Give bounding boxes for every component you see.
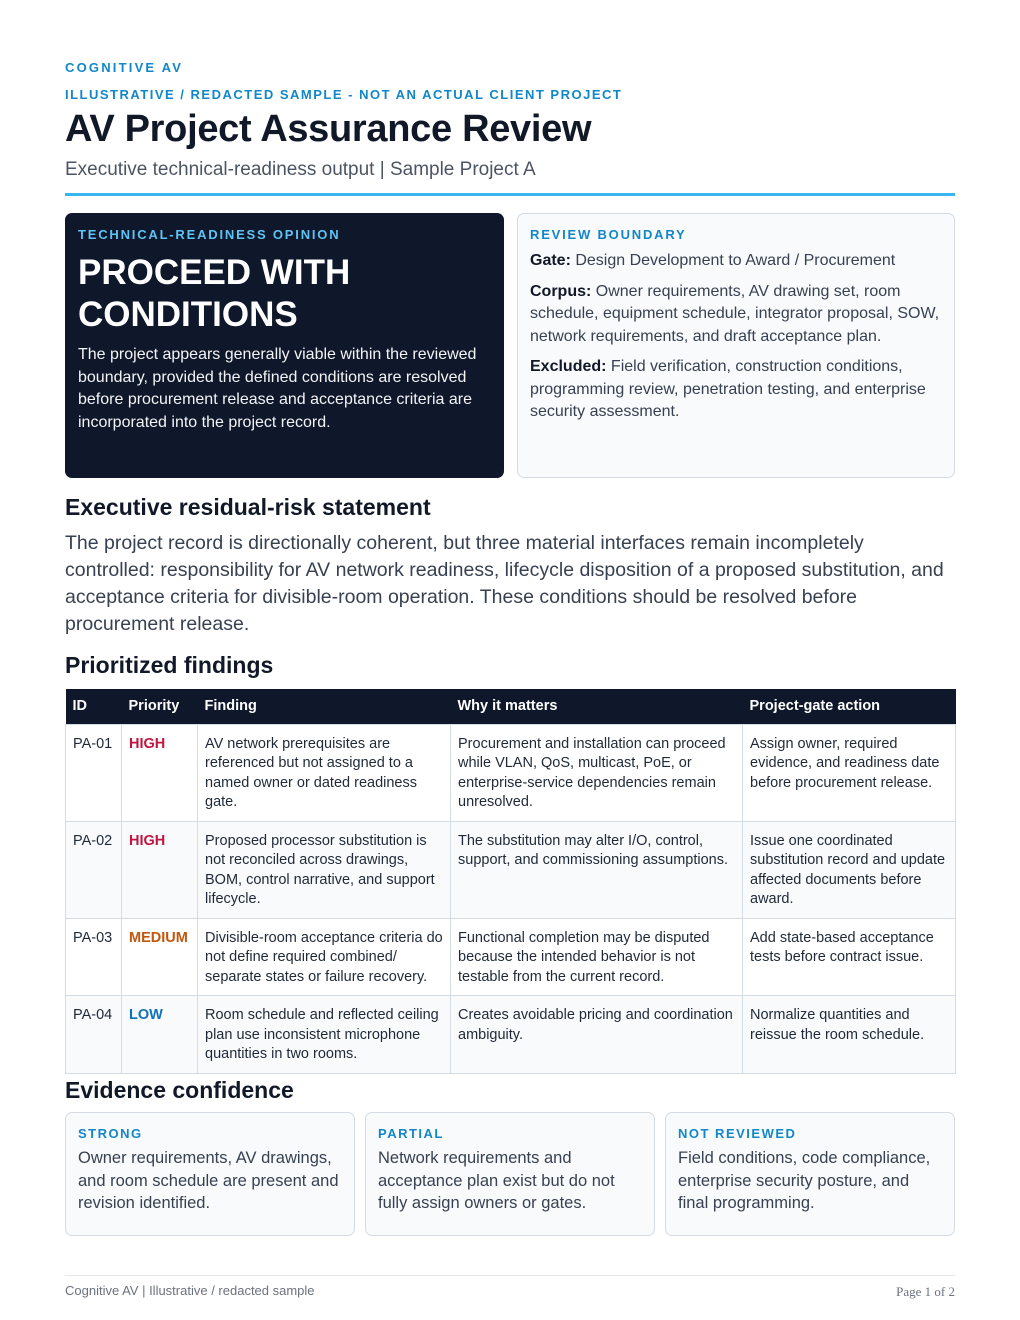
action-text: Assign owner, required evidence, and readiness date before procurement release. (743, 724, 956, 821)
verdict-line-2: CONDITIONS (78, 295, 298, 334)
table-row (66, 996, 956, 1074)
evidence-card-strong (65, 1112, 355, 1236)
excluded-label: Excluded: (530, 358, 607, 375)
findings-table (65, 689, 956, 1074)
excluded-value: Field verification, construction conditions, programming review, penetration testing, and enterprise security assessment. (530, 358, 926, 420)
evidence-text: Network requirements and acceptance plan exist but do not fully assign owners or gates. (378, 1149, 615, 1212)
table-row (66, 724, 956, 821)
priority-badge: MEDIUM (122, 918, 198, 996)
page-subtitle: Executive technical-readiness output | Sample Project A (65, 159, 536, 180)
findings-heading: Prioritized findings (65, 652, 274, 678)
why-text: Functional completion may be disputed because the intended behavior is not testable from the current record. (451, 918, 743, 996)
boundary-excluded (530, 356, 942, 424)
evidence-card-not-reviewed (665, 1112, 955, 1236)
column-header-priority: Priority (122, 689, 198, 724)
residual-heading: Executive residual-risk statement (65, 494, 431, 520)
evidence-label: NOT REVIEWED (678, 1126, 797, 1141)
brand-label: COGNITIVE AV (65, 60, 184, 75)
evidence-text: Field conditions, code compliance, enterprise security posture, and final programming. (678, 1149, 931, 1212)
table-row (66, 821, 956, 918)
priority-badge: LOW (122, 996, 198, 1074)
finding-text: Divisible-room acceptance criteria do not define required combined/ separate states or failure recovery. (198, 918, 451, 996)
finding-id: PA-01 (66, 724, 122, 821)
finding-id: PA-03 (66, 918, 122, 996)
action-text: Issue one coordinated substitution record and update affected documents before award. (743, 821, 956, 918)
column-header-action: Project-gate action (743, 689, 956, 724)
footer-divider (65, 1275, 955, 1276)
table-row (66, 918, 956, 996)
why-text: Procurement and installation can proceed while VLAN, QoS, multicast, PoE, or enterprise-service dependencies remain unresolved. (451, 724, 743, 821)
corpus-label: Corpus: (530, 282, 592, 300)
priority-badge: HIGH (122, 724, 198, 821)
footer-left: Cognitive AV | Illustrative / redacted sample (65, 1283, 315, 1298)
column-header-id: ID (66, 689, 122, 724)
finding-id: PA-02 (66, 821, 122, 918)
finding-id: PA-04 (66, 996, 122, 1074)
evidence-label: STRONG (78, 1126, 143, 1141)
gate-value: Design Development to Award / Procurement (570, 252, 896, 269)
action-text: Add state-based acceptance tests before contract issue. (743, 918, 956, 996)
evidence-card-partial (365, 1112, 655, 1236)
boundary-gate (530, 250, 942, 273)
column-header-finding: Finding (198, 689, 451, 724)
why-text: Creates avoidable pricing and coordination ambiguity. (451, 996, 743, 1074)
evidence-heading: Evidence confidence (65, 1077, 294, 1103)
corpus-value: Owner requirements, AV drawing set, room schedule, equipment schedule, integrator proposal, SOW, network requirements, and draft acceptance plan. (530, 282, 940, 345)
evidence-label: PARTIAL (378, 1126, 444, 1141)
why-text: The substitution may alter I/O, control, support, and commissioning assumptions. (451, 821, 743, 918)
opinion-kicker: TECHNICAL-READINESS OPINION (78, 227, 341, 242)
gate-label: Gate: (530, 252, 571, 269)
opinion-verdict (78, 252, 491, 336)
priority-badge: HIGH (122, 821, 198, 918)
page-number: Page 1 of 2 (896, 1284, 955, 1299)
evidence-text: Owner requirements, AV drawings, and room schedule are present and revision identified. (78, 1149, 339, 1212)
sample-notice: ILLUSTRATIVE / REDACTED SAMPLE - NOT AN ACTUAL CLIENT PROJECT (65, 87, 623, 102)
page-title: AV Project Assurance Review (65, 108, 592, 150)
residual-statement: The project record is directionally coherent, but three material interfaces remain incompletely controlled: responsibility for AV network readiness, lifecycle disposition of a proposed substitution, and acceptance criteria for divisible-room operation. These conditions should be resolved before procurement release. (65, 532, 944, 635)
finding-text: AV network prerequisites are referenced but not assigned to a named owner or dated readiness gate. (198, 724, 451, 821)
finding-text: Proposed processor substitution is not reconciled across drawings, BOM, control narrative, and support lifecycle. (198, 821, 451, 918)
review-boundary-panel (517, 213, 955, 478)
action-text: Normalize quantities and reissue the room schedule. (743, 996, 956, 1074)
opinion-panel (65, 213, 504, 478)
finding-text: Room schedule and reflected ceiling plan use inconsistent microphone quantities in two rooms. (198, 996, 451, 1074)
boundary-kicker: REVIEW BOUNDARY (530, 227, 687, 242)
opinion-body: The project appears generally viable within the reviewed boundary, provided the defined conditions are resolved before procurement release and acceptance criteria are incorporated into the project record. (78, 346, 477, 431)
header-divider (65, 193, 955, 196)
verdict-line-1: PROCEED WITH (78, 253, 351, 292)
table-header-row (66, 689, 956, 724)
boundary-corpus (530, 281, 942, 349)
column-header-why: Why it matters (451, 689, 743, 724)
